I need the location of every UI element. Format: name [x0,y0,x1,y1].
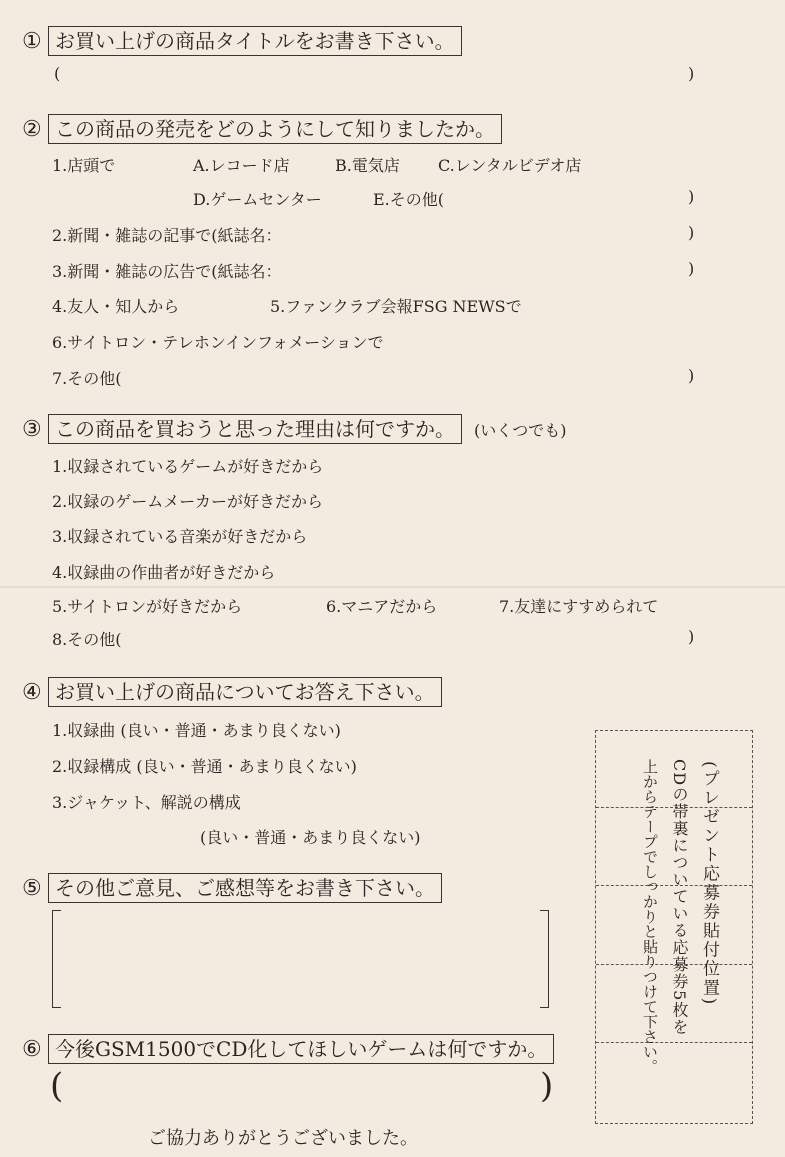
q3-option-7: 7.友達にすすめられて [499,597,659,616]
question-5-title: その他ご意見、ご感想等をお書き下さい。 [48,873,442,903]
q3-option-8: 8.その他( [52,630,122,649]
q4-option-3-rating: (良い・普通・あまり良くない) [200,828,421,847]
q1-close-paren: ) [688,64,695,83]
q2-option-1: 1.店頭で [52,156,116,175]
q2-close-paren-2: ) [688,223,695,242]
q2-option-7: 7.その他( [52,369,122,388]
coupon-paste-area [595,730,753,1124]
fold-line [0,586,785,588]
thanks-message: ご協力ありがとうございました。 [148,1128,418,1149]
q3-option-3: 3.収録されている音楽が好きだから [52,527,308,546]
q6-close-paren: ) [540,1066,554,1106]
q4-option-1: 1.収録曲 (良い・普通・あまり良くない) [52,721,341,740]
question-4-number: ④ [22,680,42,705]
q5-answer-area[interactable] [64,914,534,1002]
question-6 [22,1034,554,1064]
question-3 [22,414,567,444]
q3-option-6: 6.マニアだから [326,597,438,616]
question-1-number: ① [22,29,42,54]
q1-open-paren: ( [54,64,61,83]
q4-option-2: 2.収録構成 (良い・普通・あまり良くない) [52,757,357,776]
question-6-number: ⑥ [22,1037,42,1062]
question-6-title: 今後GSM1500でCD化してほしいゲームは何ですか。 [48,1034,554,1064]
q5-answer-bracket-right [540,910,549,1008]
q2-option-1b: B.電気店 [335,156,400,175]
question-2-title: この商品の発売をどのようにして知りましたか。 [48,114,502,144]
coupon-instruction-2: 上からテープでしっかりと貼りつけて下さい。 [641,759,659,1074]
q2-option-2: 2.新聞・雑誌の記事で(紙誌名： [52,226,282,245]
question-2 [22,114,502,144]
q4-option-3: 3.ジャケット、解説の構成 [52,793,241,812]
question-1 [22,26,462,56]
q3-close-paren-8: ) [688,627,695,646]
q2-close-paren-3: ) [688,259,695,278]
question-5 [22,873,442,903]
q3-option-2: 2.収録のゲームメーカーが好きだから [52,492,323,511]
q6-answer-area[interactable] [70,1072,530,1110]
q2-option-1e: E.その他( [373,190,445,209]
coupon-title: (プレゼント応募券貼付位置) [699,761,719,1007]
question-1-title: お買い上げの商品タイトルをお書き下さい。 [48,26,462,56]
q2-option-1d: D.ゲームセンター [193,190,322,209]
q2-close-paren-7: ) [688,366,695,385]
q3-option-1: 1.収録されているゲームが好きだから [52,457,324,476]
question-4-title: お買い上げの商品についてお答え下さい。 [48,677,442,707]
q2-option-1a: A.レコード店 [193,156,290,175]
q2-option-4: 4.友人・知人から [52,297,180,316]
question-3-note: (いくつでも) [474,421,567,440]
q3-option-4: 4.収録曲の作曲者が好きだから [52,563,276,582]
question-5-number: ⑤ [22,876,42,901]
q2-close-paren-1e: ) [688,187,695,206]
q5-answer-bracket-left [52,910,61,1008]
question-2-number: ② [22,117,42,142]
question-4 [22,677,442,707]
q2-option-6: 6.サイトロン・テレホンインフォメーションで [52,333,384,352]
coupon-instruction-1: CDの帯裏についている応募券5枚を [670,759,689,1036]
q2-option-3: 3.新聞・雑誌の広告で(紙誌名： [52,262,282,281]
q2-option-5: 5.ファンクラブ会報FSG NEWSで [270,297,522,316]
question-3-title: この商品を買おうと思った理由は何ですか。 [48,414,462,444]
coupon-divider-4 [596,1042,752,1043]
q3-option-5: 5.サイトロンが好きだから [52,597,243,616]
q2-option-1c: C.レンタルビデオ店 [438,156,582,175]
question-3-number: ③ [22,417,42,442]
q6-open-paren: ( [50,1066,64,1106]
